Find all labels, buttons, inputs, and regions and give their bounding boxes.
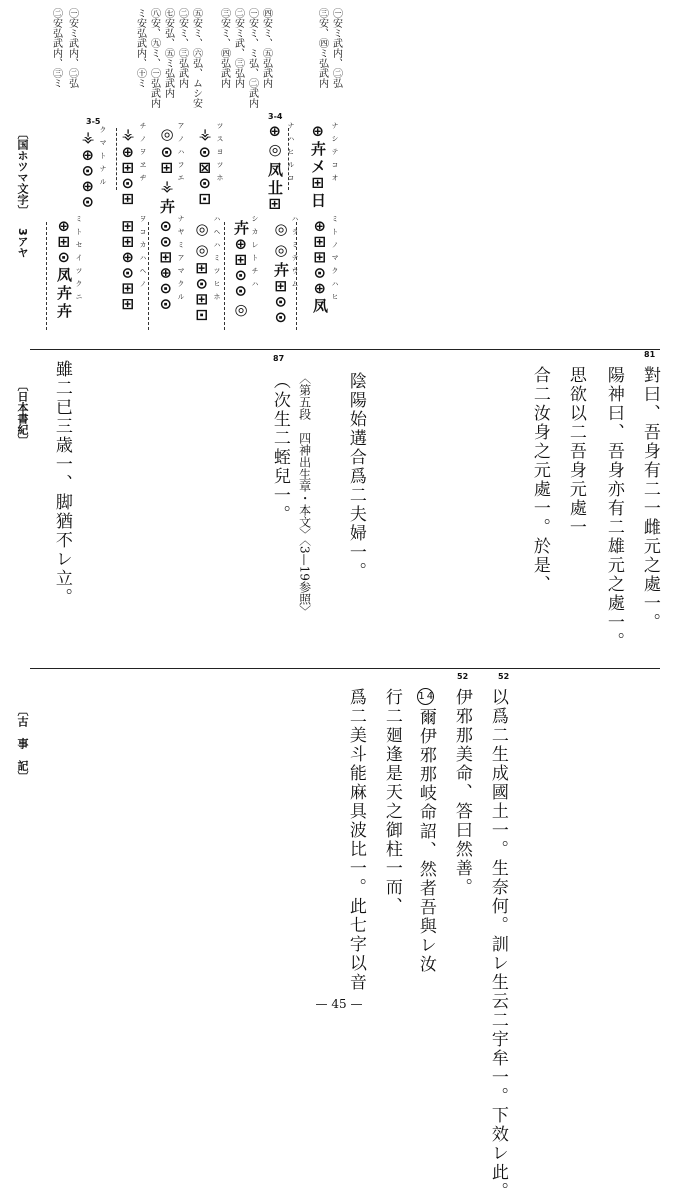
variant-note: ㊃安ミ、㊄弘武内 xyxy=(260,8,272,88)
kojiki-line-text: 爾伊邪那岐命詔、然者吾與レ汝 xyxy=(415,708,436,974)
ref-3-5: 3-5 xyxy=(86,117,101,126)
nihonshoki-line: 思欲以二吾身元處一 xyxy=(565,366,586,537)
nihonshoki-line: 陰陽始遘合爲二夫婦一。 xyxy=(345,372,366,581)
separator-dotted xyxy=(46,222,47,330)
kojiki-line: 伊邪那美命、答曰然善。 xyxy=(451,688,472,897)
hotsuma-reading: チノヲヱヂ xyxy=(139,122,147,187)
hotsuma-reading: ミトセイツクニ xyxy=(75,215,83,306)
nihonshoki-line: 對曰、吾身有二一雌元之處一。 xyxy=(639,366,660,632)
hotsuma-glyph-column: ⊕卉㐅⊞日 xyxy=(309,125,327,211)
hotsuma-glyph-column: ◎⊙⊞⚶卉 xyxy=(158,125,176,217)
variant-note: ㊀安ミ、ミ弘、㊁武内 xyxy=(246,8,258,108)
hotsuma-glyph-column: ⚶⊙⊠⊙⊡ xyxy=(196,125,214,209)
ref-52: 52 xyxy=(457,672,469,681)
kojiki-line: 以爲二生成國土一。生奈何。訓レ生云二宇牟一。下效レ此。 xyxy=(487,688,508,1201)
hotsuma-reading: シカレトチハ xyxy=(251,215,259,293)
nihonshoki-section-label: 〔日本書紀〕 xyxy=(16,380,29,446)
hotsuma-glyph-column: ⊞⊞⊕⊙⊞⊞ xyxy=(119,220,137,314)
hotsuma-reading: ミトノマクハヒ xyxy=(331,215,339,306)
variant-note: ㊄安ミ、㊅弘、ムシ安 xyxy=(190,8,202,108)
hotsuma-reading: ハラミテウム xyxy=(291,215,299,293)
nihonshoki-line: （次生二蛭兒一。 xyxy=(269,372,290,524)
hotsuma-glyph-column: ⊕◎凤㐀⊞ xyxy=(266,125,284,214)
kojiki-line-14 xyxy=(416,688,434,974)
hotsuma-reading: ハヘハミツヒホ xyxy=(213,215,221,306)
separator-dotted xyxy=(116,128,117,190)
variant-note: ㊂安ミ、㊃弘武内 xyxy=(218,8,230,88)
kojiki-line: 爲二美斗能麻具波比一。此七字以音 xyxy=(345,688,366,992)
nihonshoki-line: 雖二已三歳一、脚猶不レ立。 xyxy=(51,360,72,607)
page-number: — 45 — xyxy=(315,997,363,1011)
variant-note: ㊆安弘、㊄ミ弘武内 xyxy=(162,8,174,98)
hotsuma-reading: ヲコカハヘノ xyxy=(139,215,147,293)
ref-52: 52 xyxy=(498,672,510,681)
kojiki-line: 行二廻逢是天之御柱一而、 xyxy=(381,688,402,916)
hotsuma-reading: ツスヨツホ xyxy=(216,122,224,187)
nihonshoki-line: 合二汝身之元處一。於是、 xyxy=(529,366,550,594)
separator-dotted xyxy=(288,128,289,190)
separator-dotted xyxy=(296,222,297,330)
nihonshoki-line: 陽神曰、吾身亦有二雄元之處一。 xyxy=(603,366,624,651)
section-marker-14: 14 xyxy=(417,688,434,705)
hotsuma-reading: アノハフエ xyxy=(177,122,185,187)
variant-note: ミ安弘武内、㊉ミ xyxy=(134,8,146,88)
section-divider xyxy=(30,668,660,669)
nihonshoki-heading: 〈第五段 四神出生章・本文〉〈3—19参照〉 xyxy=(297,372,312,617)
hotsuma-glyph-column: ⊕⊞⊙凤卉卉 xyxy=(55,220,73,321)
hotsuma-reading: ナヤミアマクル xyxy=(177,215,185,306)
hotsuma-glyph-column: 卉⊕⊞⊙⊙◎ xyxy=(232,220,250,322)
hotsuma-glyph-column: ⚶⊕⊙⊕⊙ xyxy=(79,128,97,212)
hotsuma-glyph-column: ◎◎⊞⊙⊞⊡ xyxy=(193,220,211,325)
variant-note: ㊁安ミ、㊂弘武内 xyxy=(176,8,188,88)
kojiki-section-label: 〔古 事 記〕 xyxy=(16,705,29,782)
hotsuma-glyph-column: ◎◎卉⊞⊙⊙ xyxy=(272,220,290,327)
ref-87: 87 xyxy=(273,354,285,363)
variant-note: ㊇安、㊈ミ、㊀弘武内 xyxy=(148,8,160,108)
separator-dotted xyxy=(148,222,149,330)
hotsuma-section-label: 〔国ホツマ文字〕 xyxy=(16,128,29,216)
hotsuma-reading: クマトナル xyxy=(99,126,107,191)
variant-note: ㊁安ミ武、㊂弘内 xyxy=(232,8,244,88)
variant-note: ㊂安、㊃ミ弘武内 xyxy=(316,8,328,88)
hotsuma-glyph-column: ⊕⊞⊞⊙⊕凤 xyxy=(311,220,329,316)
ref-3-4: 3-4 xyxy=(268,112,283,121)
hotsuma-source-label: 3アヤ xyxy=(16,228,29,258)
section-divider xyxy=(30,349,660,350)
separator-dotted xyxy=(224,222,225,330)
ref-81: 81 xyxy=(644,350,656,359)
variant-note: ㊀安ミ武内、㊁弘 xyxy=(330,8,342,88)
hotsuma-glyph-column: ⊙⊙⊞⊕⊙⊙ xyxy=(157,220,175,314)
hotsuma-reading: ナシテコオ xyxy=(331,122,339,187)
variant-note: ㊁安弘武内、㊂ミ xyxy=(50,8,62,88)
variant-note: ㊀安ミ武内、㊁弘 xyxy=(66,8,78,88)
hotsuma-reading: ナハヒルコ xyxy=(287,122,295,187)
hotsuma-glyph-column: ⚶⊕⊞⊙⊞ xyxy=(119,125,137,209)
